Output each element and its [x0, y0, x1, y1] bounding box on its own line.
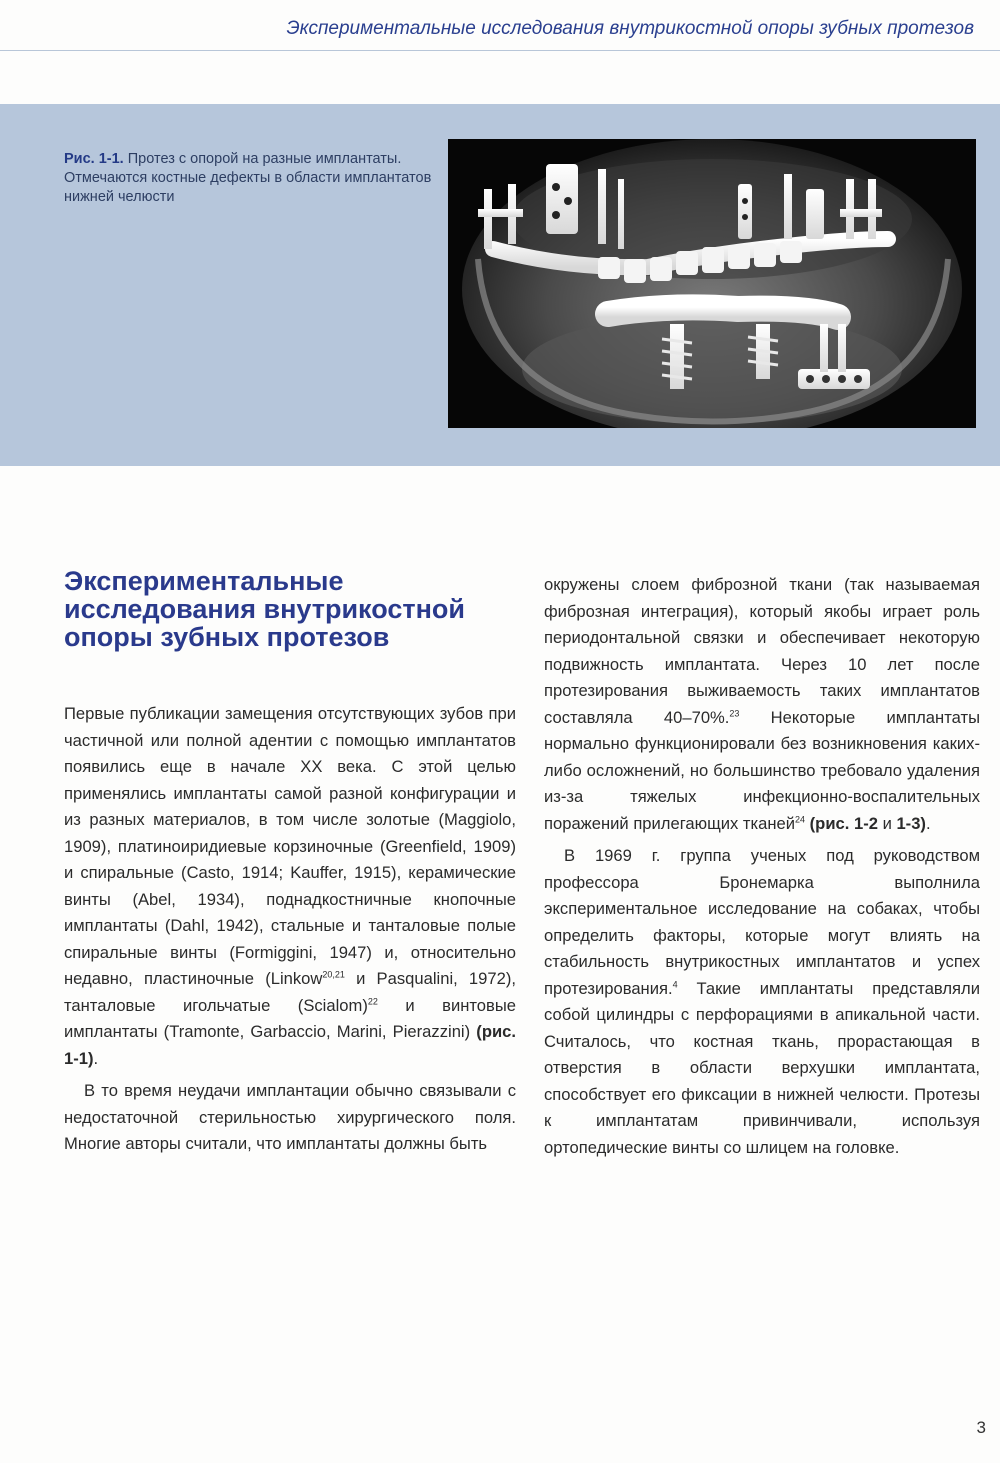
- xray-illustration: [448, 139, 976, 428]
- right-column: [544, 572, 980, 1161]
- right-paragraph-2: В 1969 г. группа ученых под руководством профессора Бронемарка выполнила экспериментальное исследование на собаках, чтобы определить факторы, которые могут влиять на стабильность внутрикостных имплантатов и успех протезирования.$^4$ Такие имплантаты представляли собой цилиндры с перфорациями в апикальной части. Считалось, что костная ткань, прорастающая в отверстия в области верхушки имплантата, способствует его фиксации в нижней челюсти. Протезы к имплантатам привинчивали, используя ортопедические винты со шлицем на головке.: [544, 846, 980, 1157]
- figure-reference: 1-3): [896, 813, 926, 833]
- right-paragraph-1: окружены слоем фиброзной ткани (так называемая фиброзная интеграция), который якобы играет роль периодонтальной связки и обеспечивает некоторую подвижность имплантата. Через 10 лет после протезирования выживаемость таких имплантатов составляла 40–70%.$^{23}$ Некоторые имплантаты нормально функционировали без возникновения каких-либо осложнений, но большинство требовало удаления из-за тяжелых инфекционно-воспалительных поражений прилегающих тканей$^{24}$ (рис. 1-2 и 1-3).: [544, 575, 980, 833]
- section-title: Экспериментальные исследования внутрикостной опоры зубных протезов: [64, 566, 465, 652]
- header-rule: [0, 50, 1000, 51]
- figure-reference: (рис. 1-1): [64, 1022, 516, 1068]
- figure-label: Рис. 1-1.: [64, 151, 124, 167]
- left-column: [64, 701, 516, 1158]
- left-paragraph-2: В то время неудачи имплантации обычно связывали с недостаточной стерильностью хирургического поля. Многие авторы считали, что имплантаты должны быть: [64, 1081, 516, 1153]
- lower-framework: [608, 307, 838, 317]
- panoramic-xray-image: [448, 139, 976, 428]
- running-head: Экспериментальные исследования внутрикостной опоры зубных протезов: [286, 18, 974, 39]
- page-number: 3: [976, 1418, 986, 1437]
- left-paragraph-1: Первые публикации замещения отсутствующих зубов при частичной или полной адентии с помощью имплантатов появились еще в начале XX века. С этой целью применялись имплантаты самой разной конфигурации и из разных материалов, в том числе золотые (Maggiolo, 1909), платиноиридиевые корзиночные (Greenfield, 1909) и спиральные (Casto, 1914; Kauffer, 1915), керамические винты (Abel, 1934), поднадкостничные кнопочные имплантаты (Dahl, 1942), стальные и танталовые полые спиральные винты (Formiggini, 1947) и, относительно недавно, пластиночные (Linkow$^{20,21}$ и Pasqualini, 1972), танталовые игольчатые (Scialom)$^{22}$ и винтовые имплантаты (Tramonte, Garbaccio, Marini, Pierazzini) (рис. 1-1).: [64, 704, 516, 1068]
- figure-caption: [64, 150, 444, 207]
- figure-caption-text: Протез с опорой на разные имплантаты. Отмечаются костные дефекты в области имплантатов нижней челюсти: [64, 151, 432, 205]
- figure-reference: (рис. 1-2: [809, 813, 878, 833]
